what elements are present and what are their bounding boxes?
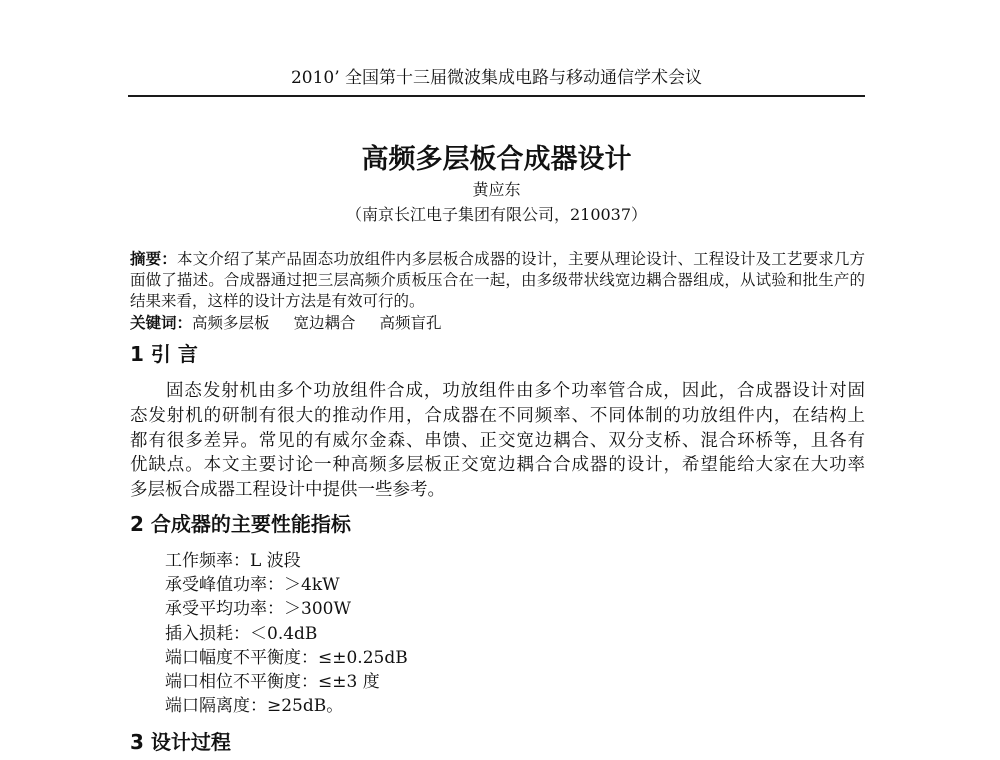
spec-item: 承受平均功率：＞300W	[165, 599, 351, 620]
spec-item: 承受峰值功率：＞4kW	[165, 575, 340, 596]
abstract-line: 面做了描述。合成器通过把三层高频介质板压合在一起，由多级带状线宽边耦合器组成，从试验和批生产的	[130, 271, 865, 289]
running-header: 2010’ 全国第十三届微波集成电路与移动通信学术会议	[290, 68, 703, 88]
section-heading-specifications: 2 合成器的主要性能指标	[130, 512, 351, 536]
keywords-label: 关键词：	[130, 313, 193, 332]
spec-item: 端口幅度不平衡度：≤±0.25dB	[165, 647, 408, 668]
spec-item: 端口隔离度：≥25dB。	[165, 696, 344, 717]
author-affiliation: （南京长江电子集团有限公司，210037）	[345, 205, 648, 224]
abstract-block	[130, 248, 865, 334]
spec-item: 插入损耗：＜0.4dB	[165, 623, 318, 644]
keyword: 高频多层板	[192, 314, 270, 332]
keyword: 宽边耦合	[293, 314, 356, 332]
paragraph-line: 多层板合成器工程设计中提供一些参考。	[130, 480, 445, 501]
spec-item: 端口相位不平衡度：≤±3 度	[165, 672, 380, 693]
spec-item: 工作频率：L 波段	[165, 551, 301, 571]
abstract-line	[130, 248, 865, 270]
spec-list	[165, 549, 865, 718]
section-heading-design-process: 3 设计过程	[130, 730, 231, 754]
paragraph-line: 都有很多差异。常见的有威尔金森、串馈、正交宽边耦合、双分支桥、混合环桥等，且各有	[130, 430, 865, 451]
abstract-text: 本文介绍了某产品固态功放组件内多层板合成器的设计，主要从理论设计、工程设计及工艺要求几方	[176, 250, 865, 268]
abstract-line: 结果来看，这样的设计方法是有效可行的。	[130, 292, 425, 310]
section-heading-introduction: 1 引 言	[130, 342, 198, 366]
author-name: 黄应东	[472, 180, 521, 199]
header-rule	[128, 95, 865, 97]
keyword: 高频盲孔	[379, 314, 442, 332]
paragraph-line: 态发射机的研制有很大的推动作用，合成器在不同频率、不同体制的功放组件内，在结构上	[130, 405, 865, 426]
abstract-label: 摘要：	[130, 249, 177, 268]
keywords-line	[130, 312, 865, 334]
paper-title: 高频多层板合成器设计	[361, 144, 632, 175]
paragraph-line: 优缺点。本文主要讨论一种高频多层板正交宽边耦合合成器的设计，希望能给大家在大功率	[130, 455, 865, 476]
introduction-paragraph	[130, 379, 865, 503]
paragraph-line: 固态发射机由多个功放组件合成，功放组件由多个功率管合成，因此，合成器设计对固	[166, 381, 865, 401]
